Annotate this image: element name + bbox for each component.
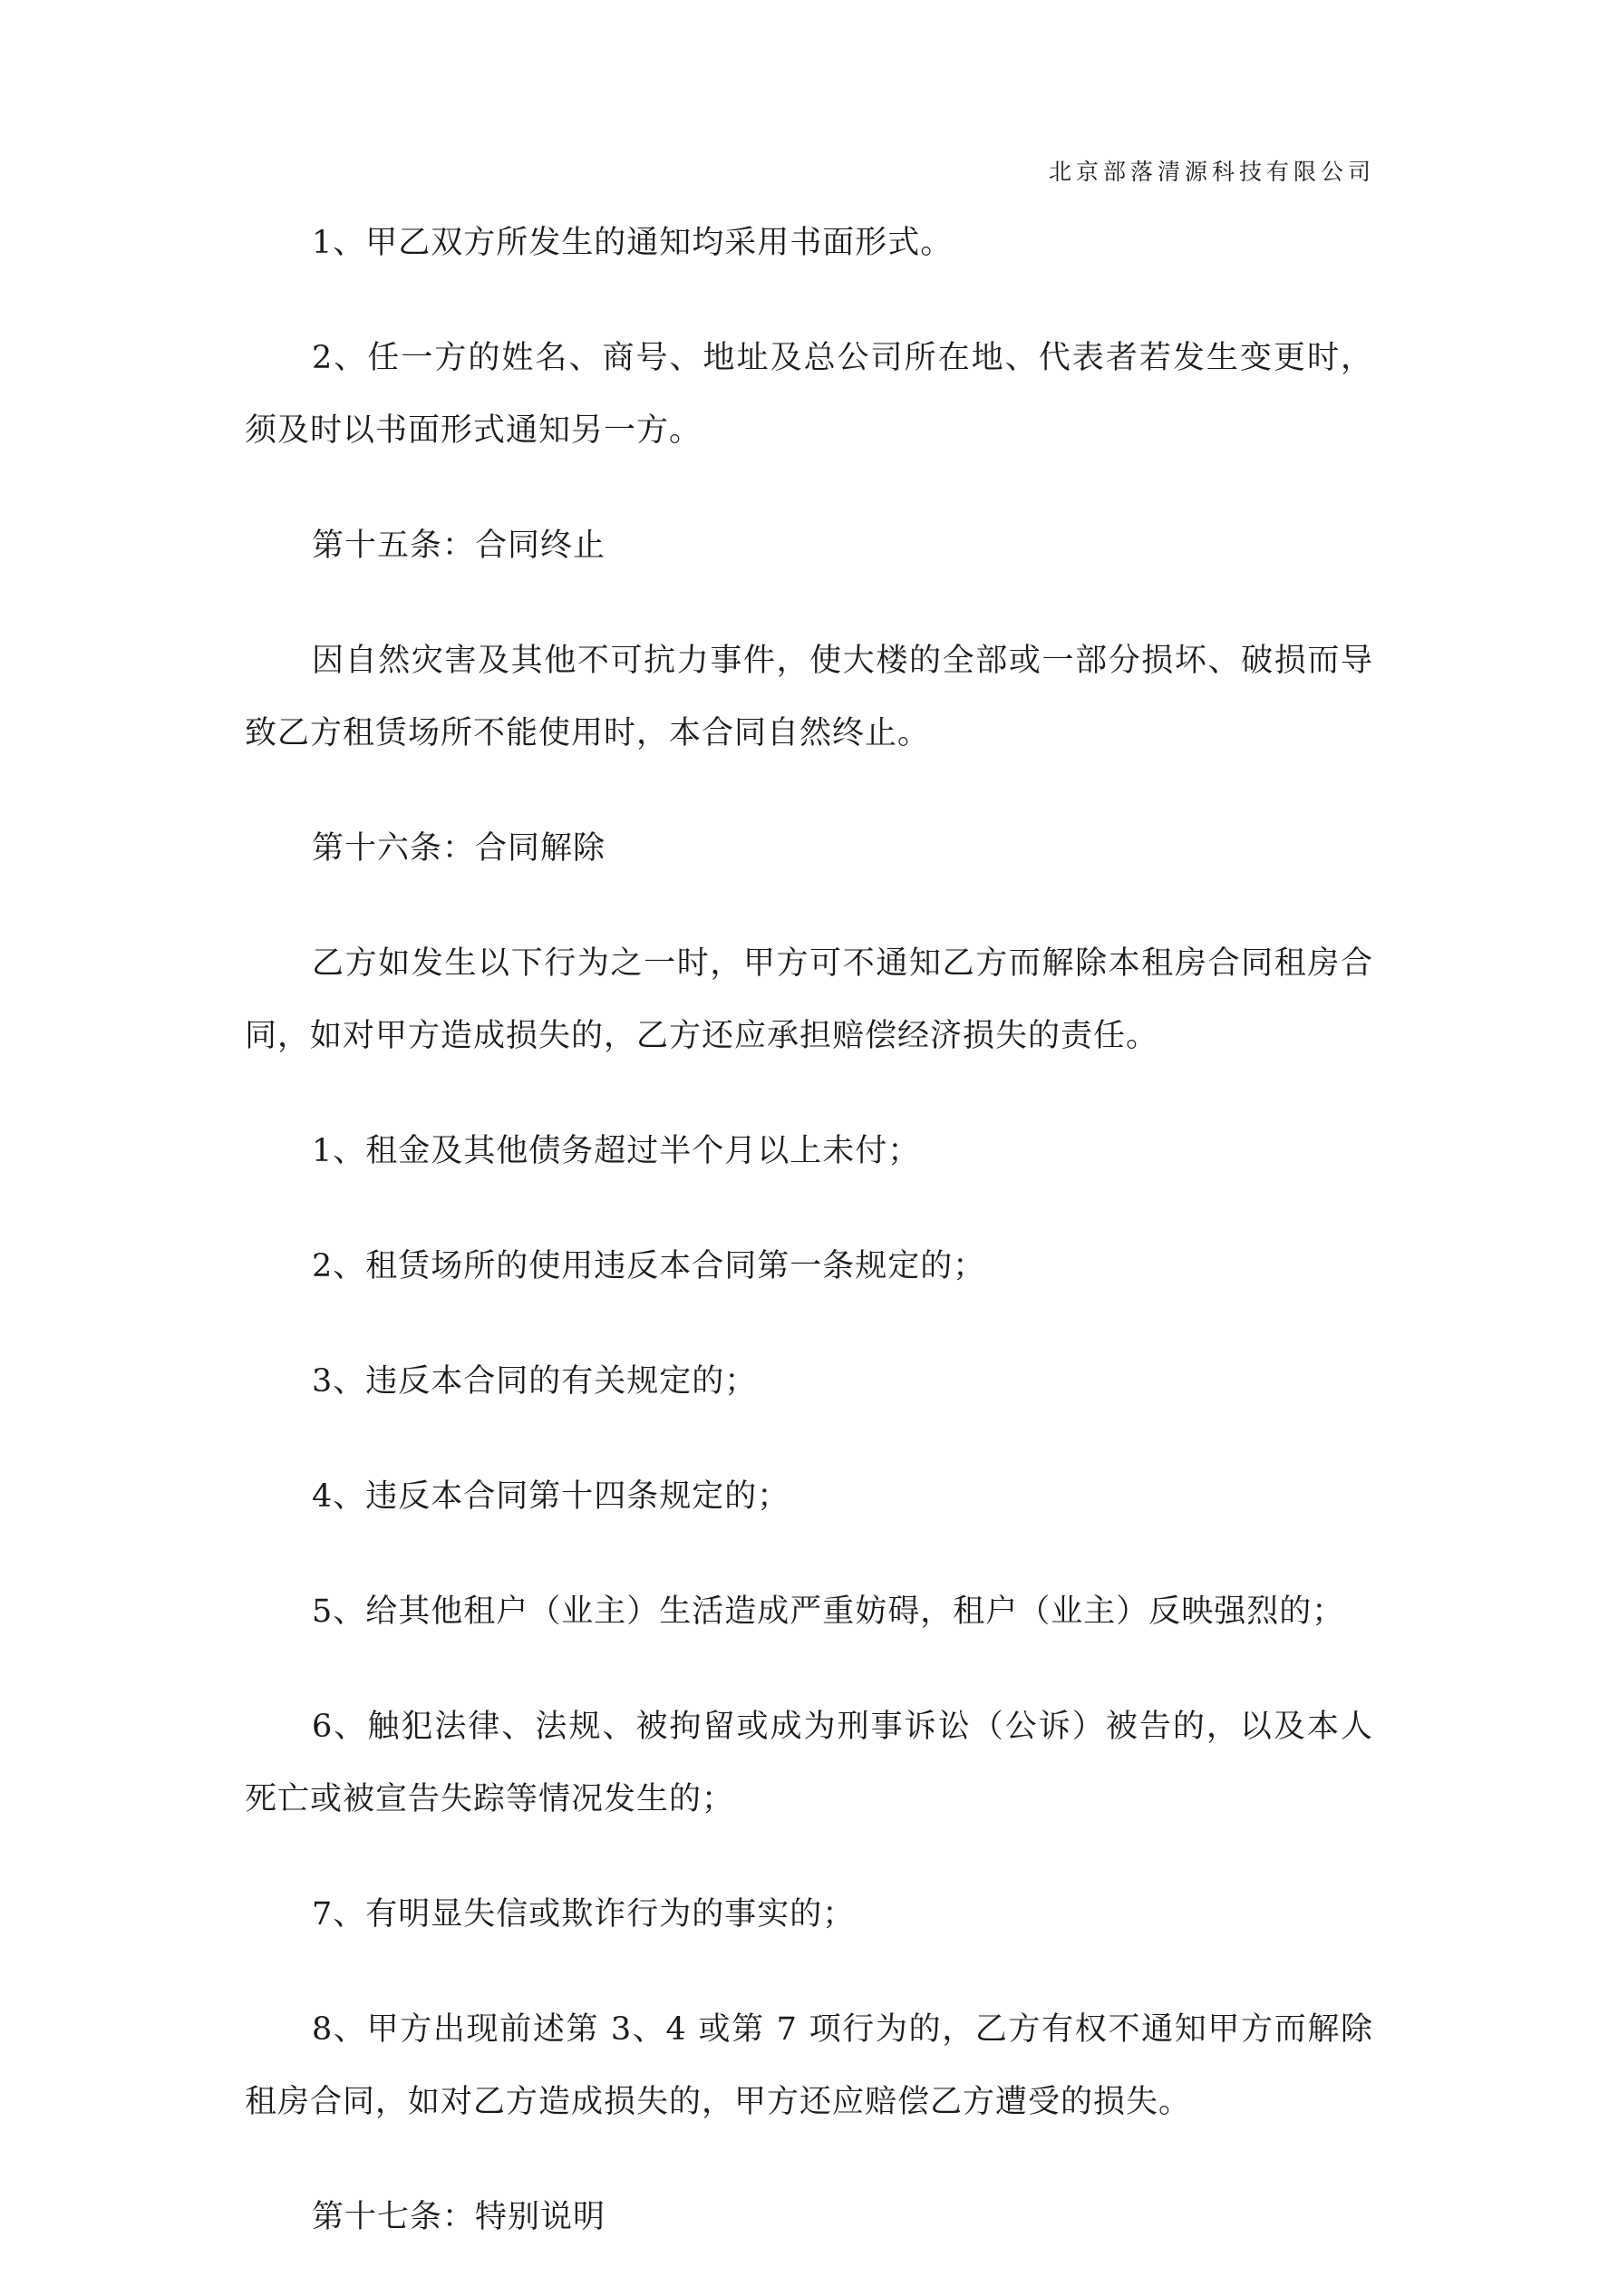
document-body — [245, 207, 1373, 2296]
section-heading-termination: 第十五条：合同终止 — [312, 528, 606, 564]
list-item-1: 1、租金及其他债务超过半个月以上未付； — [312, 1133, 921, 1169]
section-heading-rescission: 第十六条：合同解除 — [312, 830, 606, 867]
paragraph-termination: 因自然灾害及其他不可抗力事件，使大楼的全部或一部分损坏、破损而导致乙方租赁场所不能使用时，本合同自然终止。 — [245, 643, 1373, 751]
company-header: 北京部落清源科技有限公司 — [1048, 159, 1375, 185]
section-heading-special: 第十七条：特别说明 — [312, 2199, 606, 2235]
list-item-7: 7、有明显失信或欺诈行为的事实的； — [312, 1896, 856, 1933]
list-item-8: 8、甲方出现前述第 3、4 或第 7 项行为的，乙方有权不通知甲方而解除租房合同，如对乙方造成损失的，甲方还应赔偿乙方遭受的损失。 — [245, 2011, 1373, 2120]
list-item-6: 6、触犯法律、法规、被拘留或成为刑事诉讼（公诉）被告的，以及本人死亡或被宣告失踪等情况发生的； — [245, 1709, 1373, 1817]
list-item-5: 5、给其他租户（业主）生活造成严重妨碍，租户（业主）反映强烈的； — [312, 1594, 1345, 1630]
list-item-3: 3、违反本合同的有关规定的； — [312, 1363, 758, 1400]
paragraph-notice-change: 2、任一方的姓名、商号、地址及总公司所在地、代表者若发生变更时，须及时以书面形式通知另一方。 — [245, 340, 1373, 449]
paragraph-notice-written: 1、甲乙双方所发生的通知均采用书面形式。 — [312, 225, 954, 261]
list-item-4: 4、违反本合同第十四条规定的； — [312, 1478, 790, 1515]
list-item-2: 2、租赁场所的使用违反本合同第一条规定的； — [312, 1248, 986, 1284]
paragraph-rescission-intro: 乙方如发生以下行为之一时，甲方可不通知乙方而解除本租房合同租房合同，如对甲方造成损失的，乙方还应承担赔偿经济损失的责任。 — [245, 945, 1373, 1054]
